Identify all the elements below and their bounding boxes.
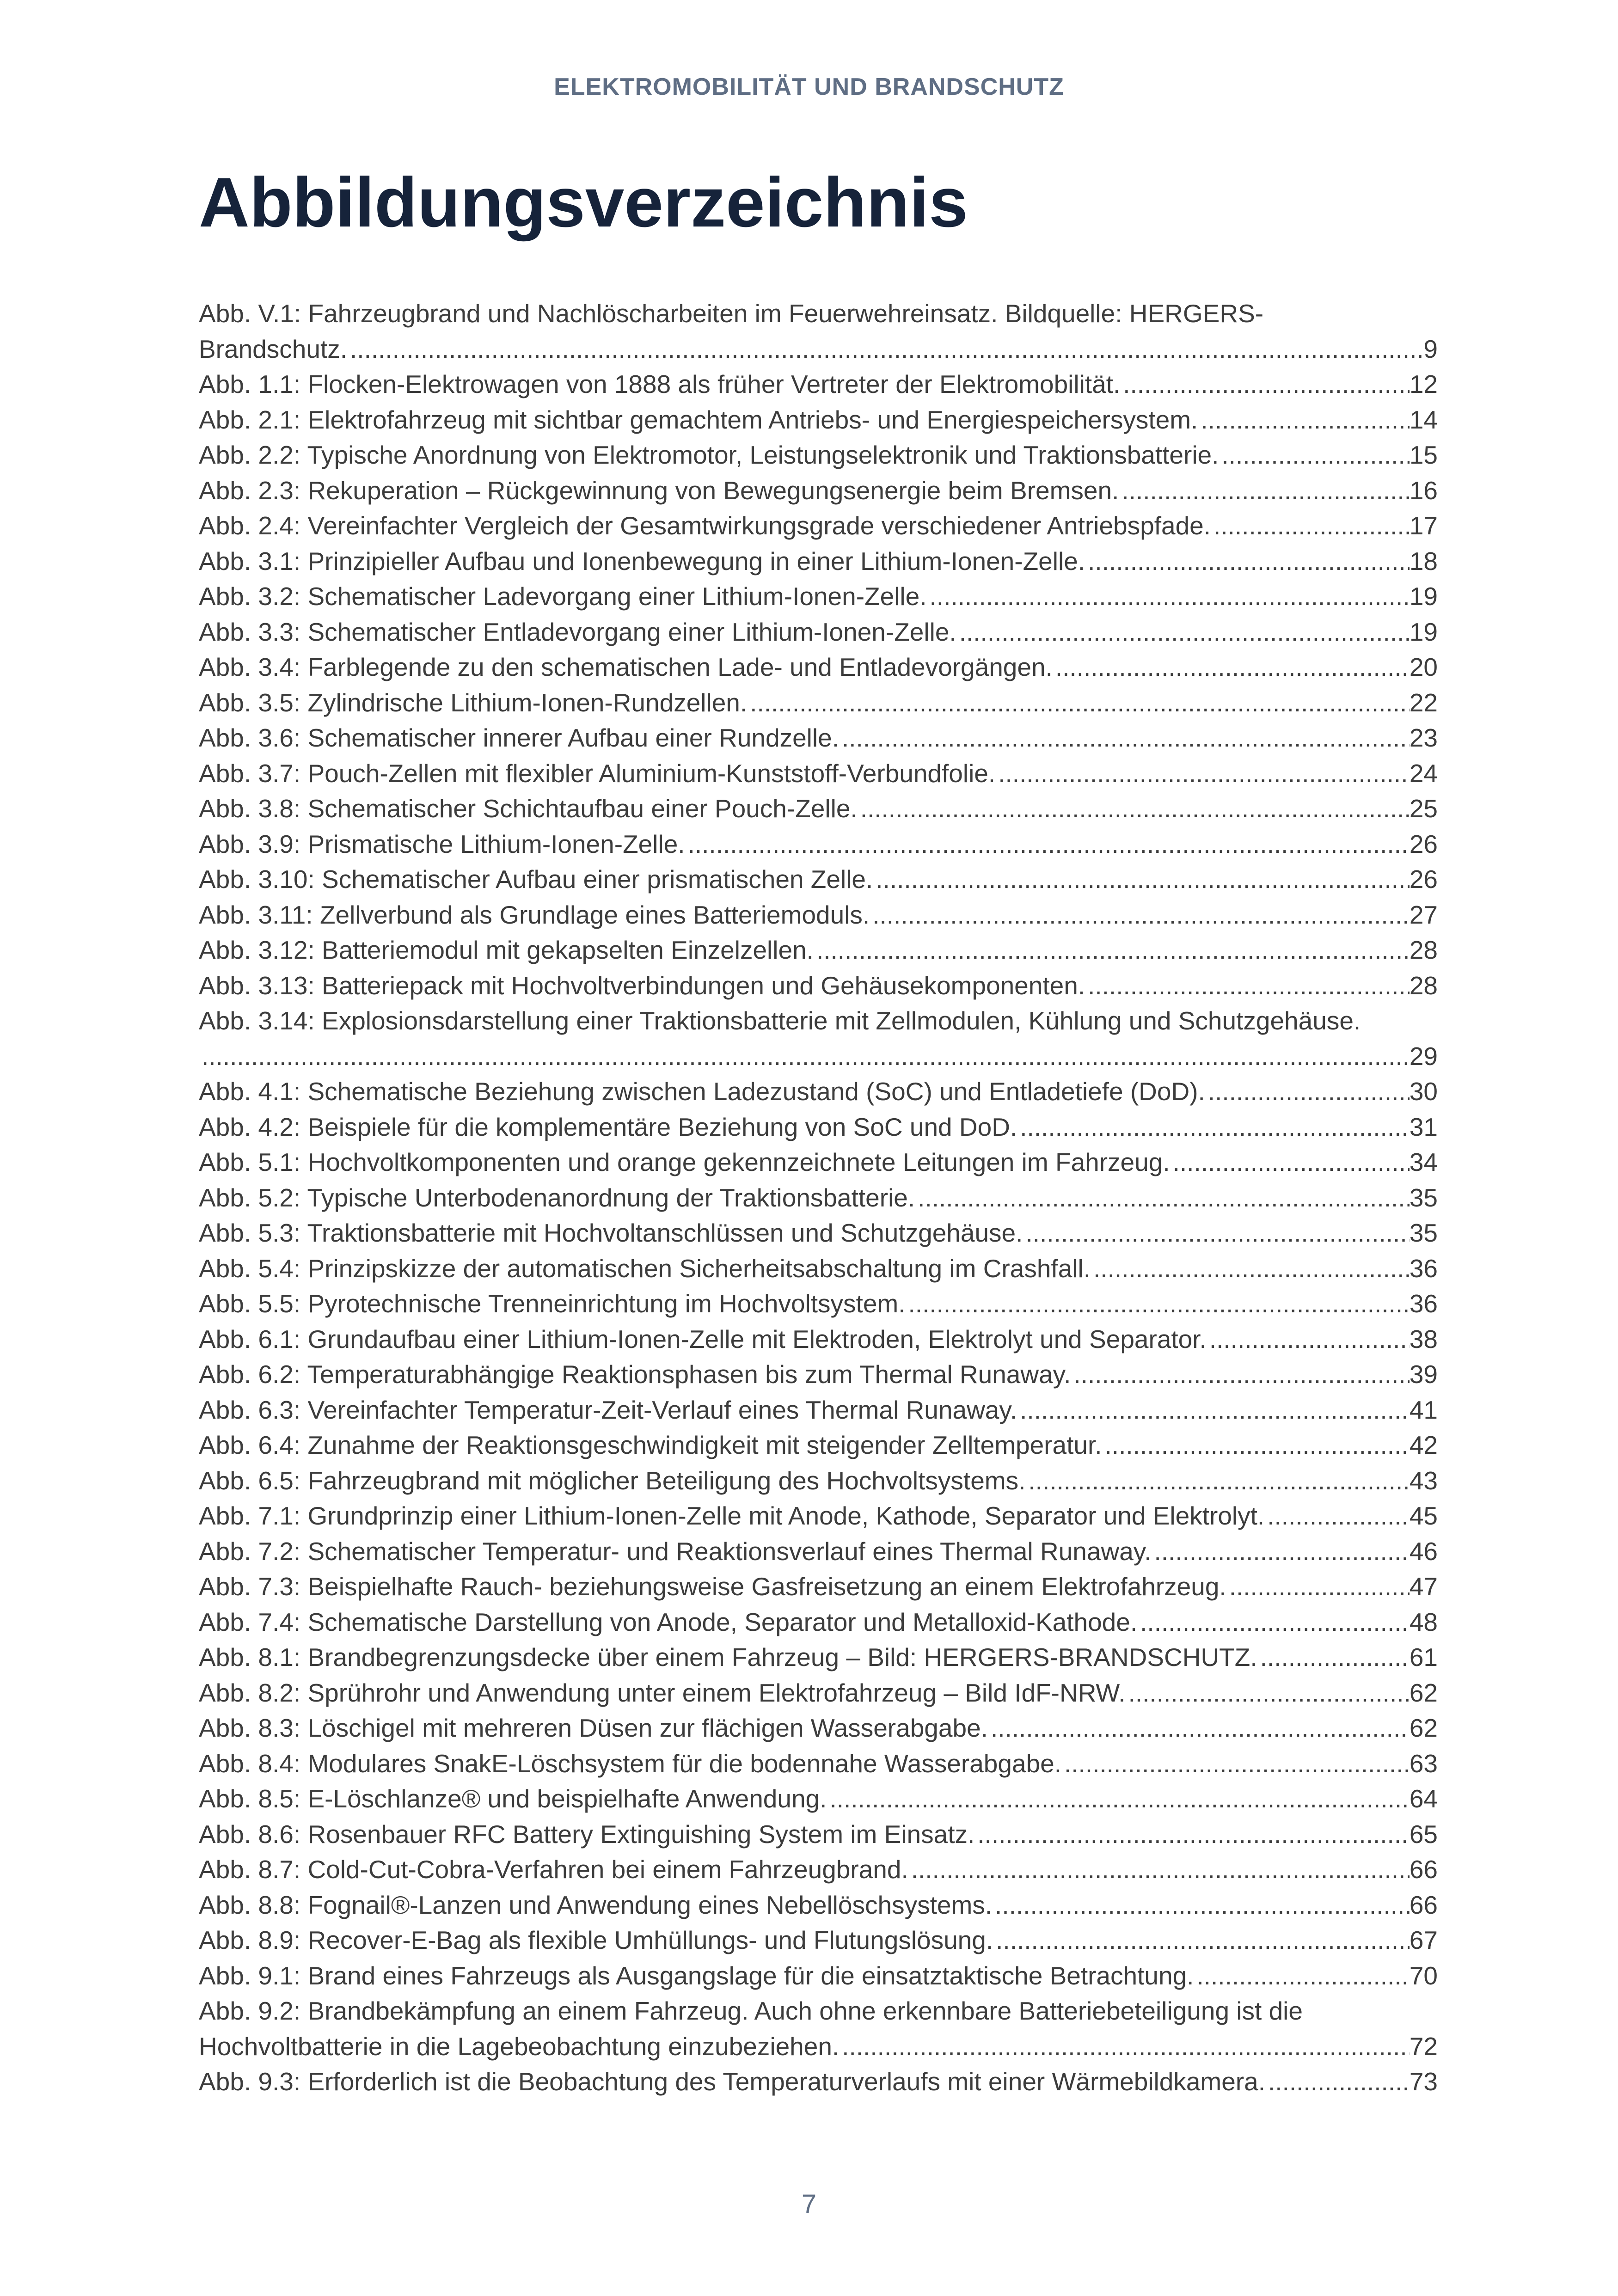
dot-leader — [1226, 1569, 1410, 1604]
dot-leader — [1119, 473, 1409, 508]
figure-entry-page: 27 — [1409, 900, 1438, 929]
figure-entry[interactable] — [199, 367, 1438, 402]
dot-leader — [1085, 968, 1410, 1004]
figure-entry-text: Abb. 8.8: Fognail®-Lanzen und Anwendung eines Nebellöschsystems. — [199, 1890, 993, 1919]
figure-entry-page: 35 — [1409, 1183, 1438, 1212]
figure-entry[interactable] — [199, 1322, 1438, 1357]
figure-entry[interactable] — [199, 649, 1438, 685]
figure-entry[interactable] — [199, 1180, 1438, 1216]
figure-entry-text: Abb. 8.6: Rosenbauer RFC Battery Extinguishing System im Einsatz. — [199, 1819, 975, 1849]
figure-entry-page: 38 — [1409, 1324, 1438, 1353]
figure-entry-text: Abb. 8.3: Löschigel mit mehreren Düsen zur flächigen Wasserabgabe. — [199, 1714, 988, 1742]
dot-leader — [995, 756, 1410, 791]
figure-entry-text: Abb. 6.3: Vereinfachter Temperatur-Zeit-Verlauf eines Thermal Runaway. — [199, 1395, 1017, 1424]
figure-entry-page: 48 — [1409, 1607, 1438, 1636]
figure-entry-text: Abb. 7.2: Schematischer Temperatur- und Reaktionsverlauf eines Thermal Runaway. — [199, 1537, 1152, 1566]
figure-entry-text-line1: Abb. 9.2: Brandbekämpfung an einem Fahrzeug. Auch ohne erkennbare Batteriebeteiligung ist die — [199, 1996, 1303, 2025]
page-title: Abbildungsverzeichnis — [199, 163, 968, 242]
figure-entry-page: 19 — [1409, 582, 1438, 611]
figure-entry[interactable] — [199, 1109, 1438, 1145]
figure-list — [199, 296, 1438, 2100]
figure-entry-text: Abb. 8.1: Brandbegrenzungsdecke über einem Fahrzeug – Bild: HERGERS-BRANDSCHUTZ. — [199, 1643, 1257, 1671]
figure-entry[interactable] — [199, 1357, 1438, 1392]
figure-entry[interactable] — [199, 1251, 1438, 1286]
figure-entry-text: Abb. 2.2: Typische Anordnung von Elektromotor, Leistungselektronik und Traktionsbatterie. — [199, 441, 1219, 469]
figure-entry[interactable] — [199, 1534, 1438, 1569]
figure-entry-page: 45 — [1409, 1501, 1438, 1530]
dot-leader — [993, 1923, 1410, 1958]
figure-entry-page: 22 — [1409, 688, 1438, 717]
figure-entry-text: Abb. 8.2: Sprührohr und Anwendung unter einem Elektrofahrzeug – Bild IdF-NRW. — [199, 1678, 1126, 1707]
figure-entry-page: 12 — [1409, 370, 1438, 398]
figure-entry[interactable] — [199, 296, 1438, 367]
figure-entry-text: Abb. 6.5: Fahrzeugbrand mit möglicher Beteiligung des Hochvoltsystems. — [199, 1466, 1026, 1495]
dot-leader — [1091, 1251, 1410, 1286]
dot-leader — [956, 614, 1410, 650]
figure-entry-text: Abb. 3.12: Batteriemodul mit gekapselten Einzelzellen. — [199, 936, 814, 964]
dot-leader — [1023, 1215, 1409, 1251]
figure-entry-page: 15 — [1409, 441, 1438, 469]
figure-entry-page: 26 — [1409, 865, 1438, 894]
dot-leader — [1137, 1604, 1410, 1640]
figure-entry-text-line1: Abb. V.1: Fahrzeugbrand und Nachlöscharbeiten im Feuerwehreinsatz. Bildquelle: HERGERS- — [199, 299, 1264, 328]
dot-leader — [1152, 1534, 1410, 1569]
figure-entry[interactable] — [199, 1710, 1438, 1746]
figure-entry-text: Abb. 3.5: Zylindrische Lithium-Ionen-Rundzellen. — [199, 688, 748, 717]
figure-entry-page: 67 — [1409, 1926, 1438, 1954]
figure-entry[interactable] — [199, 1993, 1438, 2064]
figure-entry-text: Abb. 8.9: Recover-E-Bag als flexible Umhüllungs- und Flutungslösung. — [199, 1926, 993, 1954]
figure-entry[interactable] — [199, 402, 1438, 438]
dot-leader — [685, 827, 1410, 862]
figure-entry-text: Abb. 3.6: Schematischer innerer Aufbau einer Rundzelle. — [199, 723, 839, 752]
figure-entry-text: Abb. 7.3: Beispielhafte Rauch- beziehungsweise Gasfreisetzung an einem Elektrofahrzeug. — [199, 1572, 1226, 1601]
figure-entry-page: 36 — [1409, 1254, 1438, 1283]
figure-entry-page: 18 — [1409, 546, 1438, 576]
dot-leader — [858, 791, 1410, 827]
figure-entry-page: 16 — [1409, 476, 1438, 505]
figure-entry-text: Abb. 3.11: Zellverbund als Grundlage eines Batteriemoduls. — [199, 900, 870, 929]
dot-leader — [1257, 1640, 1410, 1675]
figure-entry-page: 34 — [1409, 1148, 1438, 1176]
figure-entry-page: 17 — [1409, 511, 1438, 540]
figure-entry[interactable] — [199, 685, 1438, 721]
figure-entry-page: 28 — [1409, 971, 1438, 1000]
figure-entry-page: 24 — [1409, 759, 1438, 788]
figure-entry-text: Abb. 3.8: Schematischer Schichtaufbau einer Pouch-Zelle. — [199, 794, 858, 823]
dot-leader — [1017, 1392, 1410, 1428]
figure-entry[interactable] — [199, 1675, 1438, 1711]
figure-entry-page: 64 — [1409, 1784, 1438, 1813]
figure-entry-text: Abb. 3.9: Prismatische Lithium-Ionen-Zelle. — [199, 829, 685, 858]
figure-entry-text: Brandschutz. — [199, 334, 348, 363]
figure-entry[interactable] — [199, 437, 1438, 473]
figure-entry-page: 43 — [1409, 1466, 1438, 1495]
figure-entry-page: 35 — [1409, 1218, 1438, 1247]
dot-leader — [1061, 1746, 1410, 1782]
figure-entry-text: Hochvoltbatterie in die Lagebeobachtung einzubeziehen. — [199, 2032, 840, 2061]
figure-entry-page: 62 — [1409, 1714, 1438, 1742]
figure-entry-page: 70 — [1409, 1961, 1438, 1990]
figure-entry[interactable] — [199, 2064, 1438, 2100]
dot-leader — [1126, 1675, 1410, 1711]
dot-leader — [839, 2029, 1410, 2064]
figure-entry[interactable] — [199, 508, 1438, 544]
figure-entry-page: 61 — [1409, 1643, 1438, 1671]
figure-entry-page: 20 — [1409, 653, 1438, 681]
figure-entry[interactable] — [199, 1852, 1438, 1887]
dot-leader — [870, 897, 1410, 933]
dot-leader — [927, 579, 1410, 614]
figure-entry-text: Abb. 9.3: Erforderlich ist die Beobachtung des Temperaturverlaufs mit einer Wärmebildkamera. — [199, 2067, 1266, 2096]
figure-entry[interactable] — [199, 1286, 1438, 1322]
figure-entry-text: Abb. 8.7: Cold-Cut-Cobra-Verfahren bei einem Fahrzeugbrand. — [199, 1855, 908, 1884]
dot-leader — [1085, 544, 1410, 579]
figure-entry[interactable] — [199, 1498, 1438, 1534]
figure-entry-text: Abb. 7.1: Grundprinzip einer Lithium-Ionen-Zelle mit Anode, Kathode, Separator und Elektrolyt. — [199, 1501, 1265, 1530]
figure-entry-page: 19 — [1409, 617, 1438, 646]
figure-entry-page: 36 — [1409, 1289, 1438, 1318]
figure-entry[interactable] — [199, 1887, 1438, 1923]
dot-leader — [873, 862, 1410, 897]
figure-entry-text: Abb. 5.1: Hochvoltkomponenten und orange gekennzeichnete Leitungen im Fahrzeug. — [199, 1148, 1170, 1176]
figure-entry-text: Abb. 3.1: Prinzipieller Aufbau und Ionenbewegung in einer Lithium-Ionen-Zelle. — [199, 546, 1085, 576]
dot-leader — [1198, 402, 1409, 438]
figure-entry[interactable] — [199, 1958, 1438, 1994]
figure-entry-page: 14 — [1409, 405, 1438, 434]
figure-entry-page: 25 — [1409, 794, 1438, 823]
figure-entry[interactable] — [199, 1145, 1438, 1180]
figure-entry-page: 63 — [1409, 1749, 1438, 1778]
figure-entry[interactable] — [199, 827, 1438, 862]
dot-leader — [1265, 2064, 1410, 2100]
figure-entry-page: 42 — [1409, 1431, 1438, 1459]
figure-entry[interactable] — [199, 1746, 1438, 1782]
figure-entry-text: Abb. 3.10: Schematischer Aufbau einer prismatischen Zelle. — [199, 865, 873, 894]
dot-leader — [747, 685, 1410, 721]
dot-leader — [1053, 649, 1410, 685]
figure-entry-page: 30 — [1409, 1077, 1438, 1106]
figure-entry[interactable] — [199, 791, 1438, 827]
figure-entry-text: Abb. 4.1: Schematische Beziehung zwischen Ladezustand (SoC) und Entladetiefe (DoD). — [199, 1077, 1205, 1106]
figure-entry-text: Abb. 2.4: Vereinfachter Vergleich der Gesamtwirkungsgrade verschiedener Antriebspfade. — [199, 511, 1211, 540]
figure-entry-page: 26 — [1409, 829, 1438, 858]
figure-entry[interactable] — [199, 579, 1438, 614]
figure-entry-page: 65 — [1409, 1819, 1438, 1849]
figure-entry-text: Abb. 6.4: Zunahme der Reaktionsgeschwindigkeit mit steigender Zelltemperatur. — [199, 1431, 1102, 1459]
figure-entry-page: 62 — [1409, 1678, 1438, 1707]
figure-entry-page: 31 — [1409, 1112, 1438, 1141]
figure-entry-text: Abb. 3.2: Schematischer Ladevorgang einer Lithium-Ionen-Zelle. — [199, 582, 927, 611]
dot-leader — [1264, 1498, 1410, 1534]
figure-entry-page: 23 — [1409, 723, 1438, 752]
dot-leader — [199, 1039, 1410, 1074]
dot-leader — [906, 1286, 1410, 1322]
figure-entry[interactable] — [199, 1215, 1438, 1251]
figure-entry[interactable] — [199, 1604, 1438, 1640]
dot-leader — [1194, 1958, 1409, 1994]
figure-entry[interactable] — [199, 1427, 1438, 1463]
dot-leader — [974, 1817, 1410, 1852]
figure-entry-page: 29 — [1409, 1041, 1438, 1071]
figure-entry[interactable] — [199, 473, 1438, 508]
figure-entry[interactable] — [199, 1569, 1438, 1604]
dot-leader — [988, 1710, 1410, 1746]
figure-entry-text: Abb. 6.1: Grundaufbau einer Lithium-Ionen-Zelle mit Elektroden, Elektrolyt und Separator. — [199, 1324, 1207, 1353]
figure-entry-page: 47 — [1409, 1572, 1438, 1601]
figure-entry-page: 46 — [1409, 1537, 1438, 1566]
page-number: 7 — [801, 2189, 817, 2219]
dot-leader — [992, 1887, 1410, 1923]
figure-entry[interactable] — [199, 1781, 1438, 1817]
figure-entry-text: Abb. 3.4: Farblegende zu den schematischen Lade- und Entladevorgängen. — [199, 653, 1053, 681]
figure-entry-page: 9 — [1423, 334, 1438, 363]
figure-entry-text: Abb. 3.3: Schematischer Entladevorgang einer Lithium-Ionen-Zelle. — [199, 617, 956, 646]
figure-entry-text: Abb. 8.5: E-Löschlanze® und beispielhafte Anwendung. — [199, 1784, 827, 1813]
figure-entry[interactable] — [199, 1074, 1438, 1109]
figure-entry-text: Abb. 5.4: Prinzipskizze der automatischen Sicherheitsabschaltung im Crashfall. — [199, 1254, 1091, 1283]
figure-entry[interactable] — [199, 1003, 1438, 1074]
dot-leader — [1120, 367, 1410, 402]
dot-leader — [1017, 1109, 1410, 1145]
figure-entry-page: 66 — [1409, 1855, 1438, 1884]
dot-leader — [839, 720, 1410, 756]
dot-leader — [814, 932, 1410, 968]
figure-entry[interactable] — [199, 968, 1438, 1004]
figure-entry-page: 39 — [1409, 1360, 1438, 1389]
figure-entry[interactable] — [199, 897, 1438, 933]
figure-entry-text: Abb. 9.1: Brand eines Fahrzeugs als Ausgangslage für die einsatztaktische Betrachtung. — [199, 1961, 1194, 1990]
figure-entry[interactable] — [199, 720, 1438, 756]
figure-entry-text: Abb. 3.13: Batteriepack mit Hochvoltverbindungen und Gehäusekomponenten. — [199, 971, 1085, 1000]
figure-entry-text: Abb. 5.2: Typische Unterbodenanordnung der Traktionsbatterie. — [199, 1183, 915, 1212]
figure-entry[interactable] — [199, 932, 1438, 968]
figure-entry-page: 41 — [1409, 1395, 1438, 1424]
figure-entry[interactable] — [199, 862, 1438, 897]
running-header: ELEKTROMOBILITÄT UND BRANDSCHUTZ — [554, 73, 1064, 100]
figure-entry-page: 28 — [1409, 936, 1438, 964]
dot-leader — [915, 1180, 1410, 1216]
figure-entry[interactable] — [199, 1640, 1438, 1675]
figure-entry-page: 72 — [1409, 2032, 1438, 2061]
figure-entry-text: Abb. 3.7: Pouch-Zellen mit flexibler Aluminium-Kunststoff-Verbundfolie. — [199, 759, 996, 788]
figure-entry-text: Abb. 5.3: Traktionsbatterie mit Hochvoltanschlüssen und Schutzgehäuse. — [199, 1218, 1023, 1247]
figure-entry-text: Abb. 2.3: Rekuperation – Rückgewinnung von Bewegungsenergie beim Bremsen. — [199, 476, 1119, 505]
figure-entry-text: Abb. 1.1: Flocken-Elektrowagen von 1888 als früher Vertreter der Elektromobilität. — [199, 370, 1121, 398]
dot-leader — [1071, 1357, 1409, 1392]
figure-entry-text: Abb. 8.4: Modulares SnakE-Löschsystem für die bodennahe Wasserabgabe. — [199, 1749, 1061, 1778]
figure-entry[interactable] — [199, 1817, 1438, 1852]
figure-entry[interactable] — [199, 1463, 1438, 1499]
figure-entry-text: Abb. 2.1: Elektrofahrzeug mit sichtbar gemachtem Antriebs- und Energiespeichersystem. — [199, 405, 1198, 434]
dot-leader — [908, 1852, 1410, 1887]
dot-leader — [1219, 437, 1409, 473]
figure-entry[interactable] — [199, 544, 1438, 579]
figure-entry[interactable] — [199, 614, 1438, 650]
dot-leader — [827, 1781, 1409, 1817]
figure-entry-text: Abb. 4.2: Beispiele für die komplementäre Beziehung von SoC und DoD. — [199, 1112, 1017, 1141]
dot-leader — [1205, 1074, 1410, 1109]
dot-leader — [347, 331, 1423, 367]
figure-entry-text: Abb. 6.2: Temperaturabhängige Reaktionsphasen bis zum Thermal Runaway. — [199, 1360, 1071, 1389]
figure-entry-text: Abb. 7.4: Schematische Darstellung von Anode, Separator und Metalloxid-Kathode. — [199, 1607, 1138, 1636]
dot-leader — [1102, 1427, 1410, 1463]
dot-leader — [1211, 508, 1410, 544]
figure-entry-page: 66 — [1409, 1890, 1438, 1919]
dot-leader — [1207, 1322, 1410, 1357]
figure-entry-text: Abb. 5.5: Pyrotechnische Trenneinrichtung im Hochvoltsystem. — [199, 1289, 906, 1318]
dot-leader — [1170, 1145, 1410, 1180]
dot-leader — [1025, 1463, 1409, 1499]
figure-entry[interactable] — [199, 756, 1438, 791]
figure-entry[interactable] — [199, 1923, 1438, 1958]
figure-entry-text-line1: Abb. 3.14: Explosionsdarstellung einer Traktionsbatterie mit Zellmodulen, Kühlung und Schutzgehäuse. — [199, 1006, 1361, 1035]
figure-entry[interactable] — [199, 1392, 1438, 1428]
figure-entry-page: 73 — [1409, 2067, 1438, 2096]
